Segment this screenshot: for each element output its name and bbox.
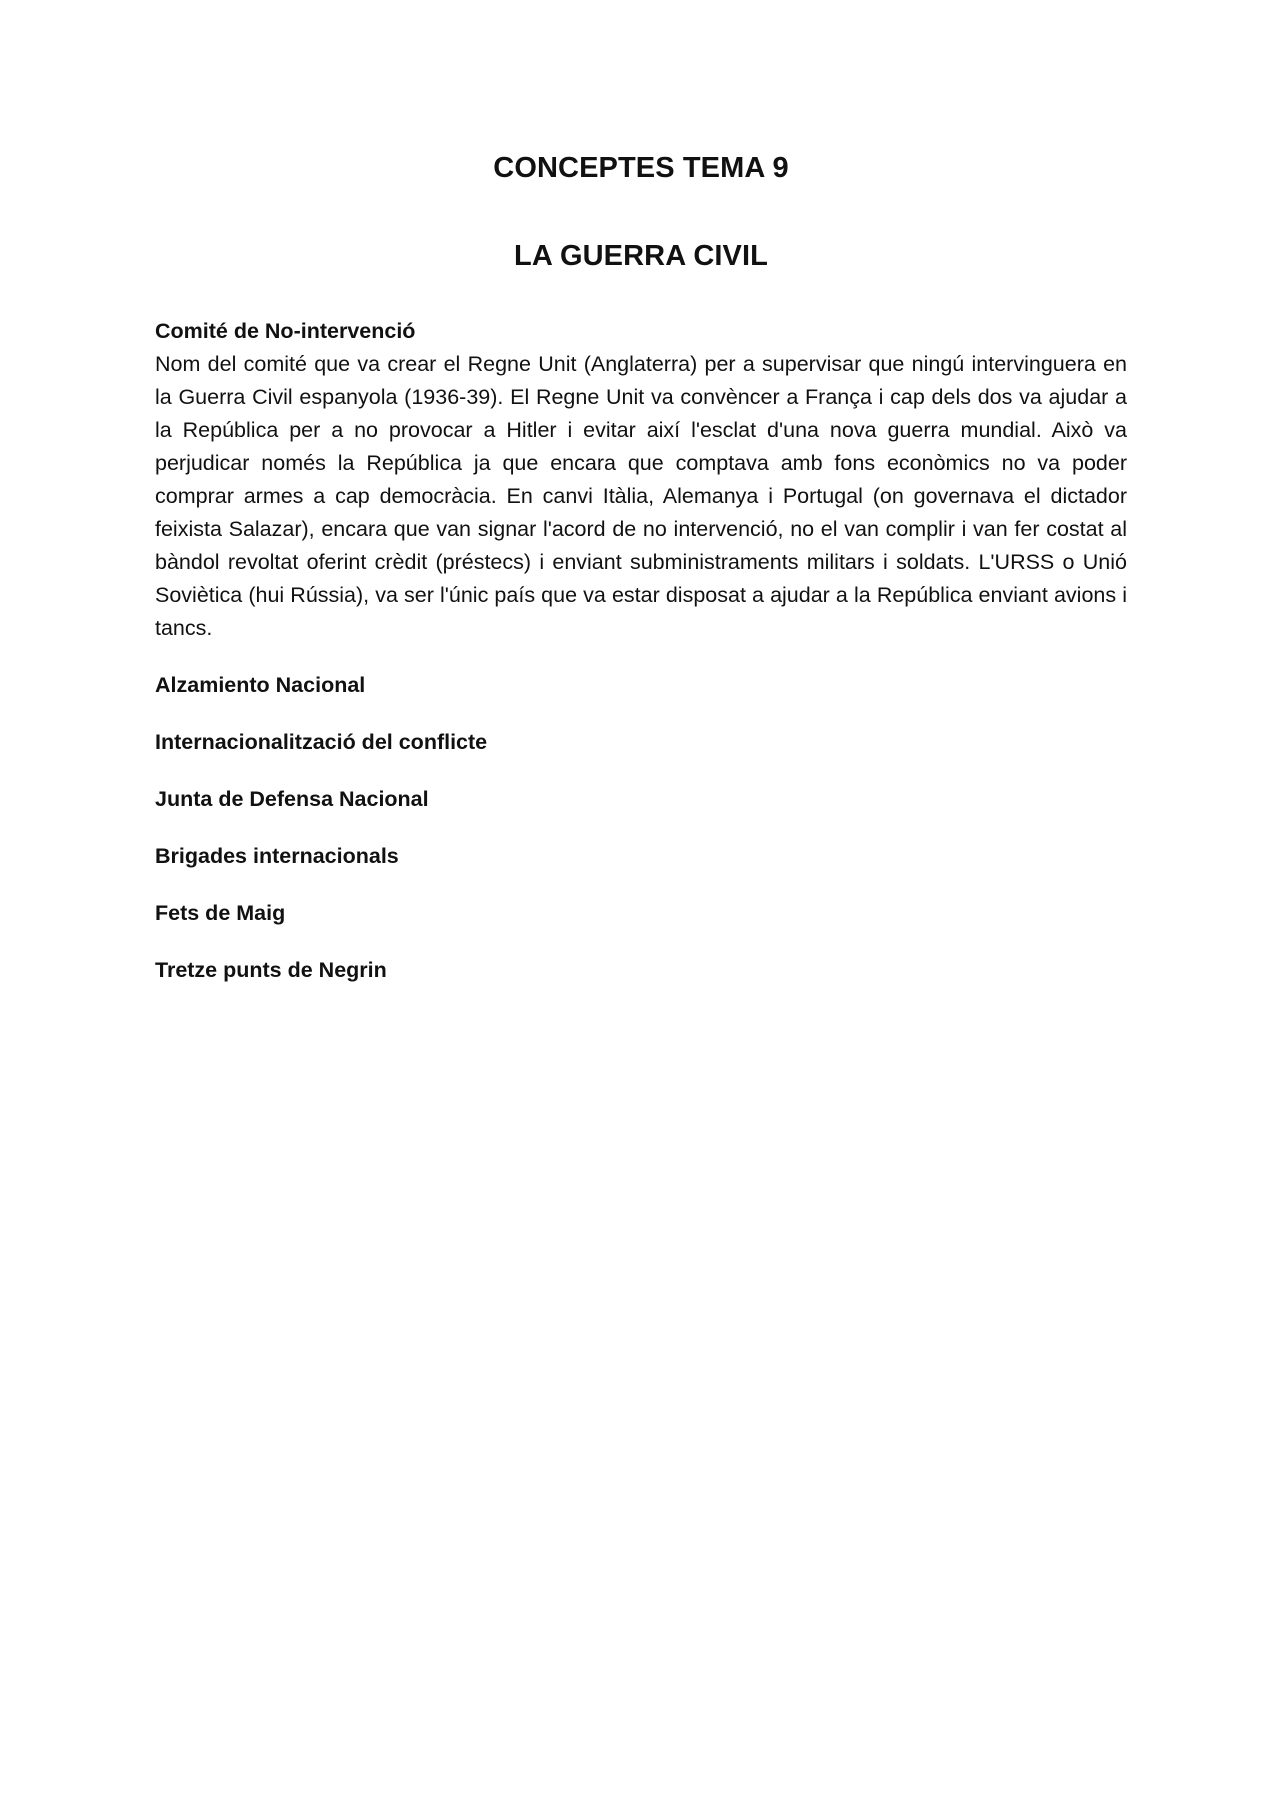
concept-term: Internacionalització del conflicte [155, 729, 488, 754]
concept-term: Comité de No-intervenció [155, 318, 416, 343]
concept-term: Fets de Maig [155, 900, 286, 925]
concept-term: Brigades internacionals [155, 843, 399, 868]
concept-description: Nom del comité que va crear el Regne Unit (Anglaterra) per a supervisar que ningú intervinguera en la Guerra Civil espanyola (1936-39). El Regne Unit va convèncer a França i cap dels dos va ajudar a la República per a no provocar a Hitler i evitar així l'esclat d'una nova guerra mundial. Això va perjudicar només la República ja que encara que comptava amb fons econòmics no va poder comprar armes a cap democràcia. En canvi Itàlia, Alemanya i Portugal (on governava el dictador feixista Salazar), encara que van signar l'acord de no intervenció, no el van complir i van fer costat al bàndol revoltat oferint crèdit (préstecs) i enviant subministraments militars i soldats. L'URSS o Unió Soviètica (hui Rússia), va ser l'únic país que va estar disposat a ajudar a la República enviant avions i tancs. [155, 351, 1127, 640]
concept-item [155, 954, 1127, 987]
concept-item [155, 897, 1127, 930]
concept-item [155, 315, 1127, 645]
document-content [155, 150, 1127, 1011]
concept-term: Tretze punts de Negrin [155, 957, 387, 982]
concept-term: Junta de Defensa Nacional [155, 786, 429, 811]
document-title: CONCEPTES TEMA 9 [493, 152, 789, 184]
document-subtitle: LA GUERRA CIVIL [514, 240, 768, 273]
concept-term: Alzamiento Nacional [155, 672, 366, 697]
concept-list [155, 315, 1127, 987]
concept-item [155, 840, 1127, 873]
concept-item [155, 726, 1127, 759]
concept-item [155, 783, 1127, 816]
concept-item [155, 669, 1127, 702]
